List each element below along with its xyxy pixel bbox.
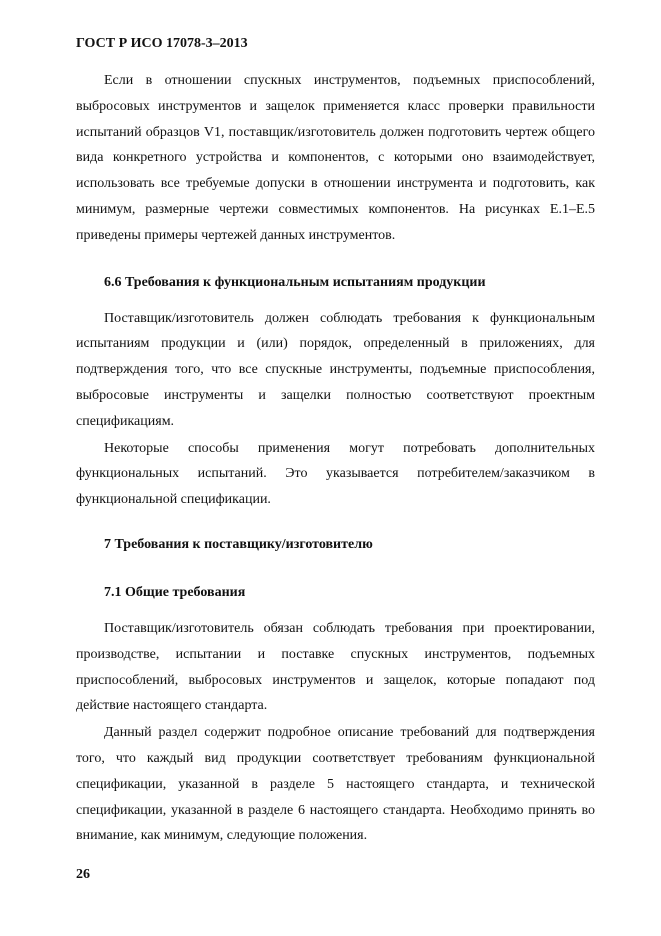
section-heading-7-1: 7.1 Общие требования	[104, 584, 246, 600]
document-header: ГОСТ Р ИСО 17078-3–2013	[76, 36, 248, 51]
paragraph: Поставщик/изготовитель обязан соблюдать требования при проектировании, производстве, испытании и поставке спускных инструментов, подъемных приспособлений, выбросовых инструментов и защелок, которые попадают под действие настоящего стандарта.	[76, 620, 595, 714]
page-body	[76, 68, 595, 850]
section-heading-7: 7 Требования к поставщику/изготовителю	[104, 536, 373, 552]
page-number: 26	[76, 867, 90, 882]
paragraph: Если в отношении спускных инструментов, подъемных приспособлений, выбросовых инструментов и защелок применяется класс проверки правильности испытаний образцов V1, поставщик/изготовитель должен подготовить чертеж общего вида конкретного устройства и компонентов, с которыми оно взаимодействует, использовать все требуемые допуски в отношении инструмента и подготовить, как минимум, размерные чертежи совместимых компонентов. На рисунках Е.1–Е.5 приведены примеры чертежей данных инструментов.	[76, 73, 595, 243]
section-heading-6-6: 6.6 Требования к функциональным испытаниям продукции	[104, 274, 486, 290]
paragraph: Некоторые способы применения могут потребовать дополнительных функциональных испытаний. Это указывается потребителем/заказчиком в функциональной спецификации.	[76, 440, 595, 508]
paragraph: Поставщик/изготовитель должен соблюдать требования к функциональным испытаниям продукции и (или) порядок, определенный в приложениях, для подтверждения того, что все спускные инструменты, подъемные приспособления, выбросовые инструменты и защелки полностью соответствуют проектным спецификациям.	[76, 310, 595, 429]
paragraph: Данный раздел содержит подробное описание требований для подтверждения того, что каждый вид продукции соответствует требованиям функциональной спецификации, указанной в разделе 5 настоящего стандарта, и технической спецификации, указанной в разделе 6 настоящего стандарта. Необходимо принять во внимание, как минимум, следующие положения.	[76, 725, 595, 844]
